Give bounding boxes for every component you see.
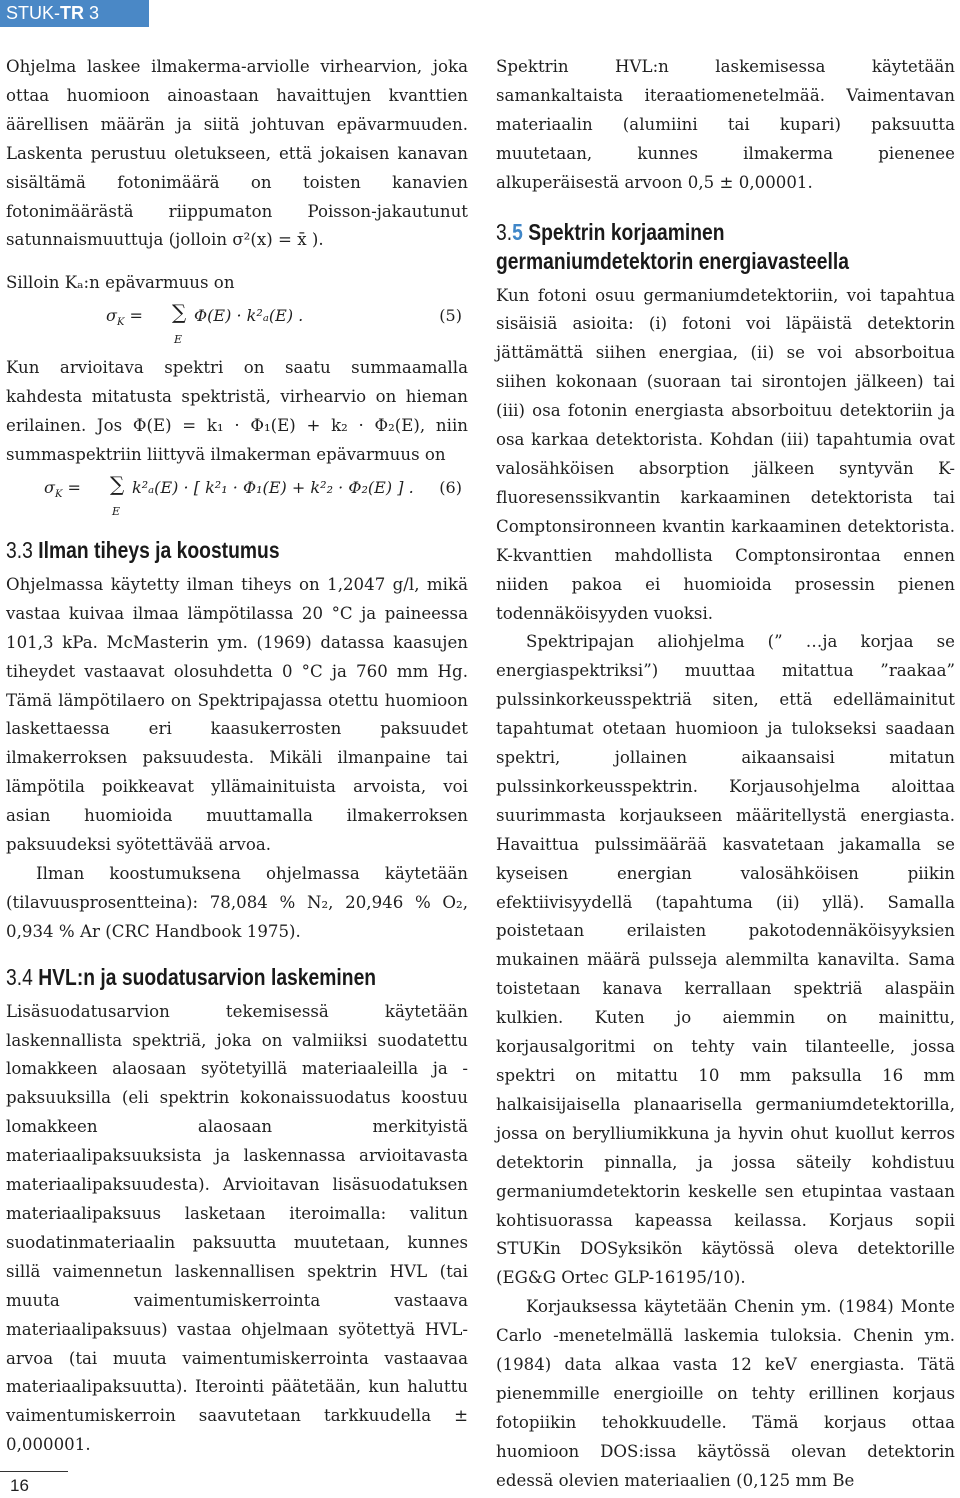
sum-symbol: ∑	[110, 471, 125, 496]
paragraph: Silloin Kₐ:n epävarmuus on	[6, 273, 235, 293]
paragraph: Korjauksessa käytetään Chenin ym. (1984) Monte Carlo -menetelmällä laskemia tuloksia. Chenin ym. (1984) data alkaa vasta 12 keV energiasta. Tätä pienemmille energioille on tehty erillinen korjaus fotopiikin tehokkuudelle. Tämä korjaus ottaa huomioon DOS:issa käytössä olevan detektorin edessä olevien materiaalien (0,125 mm Be	[496, 1297, 955, 1490]
eq-lhs: $\sigma_K$ =	[106, 306, 143, 329]
section-heading-cont: germaniumdetektorin energiavasteella	[496, 247, 849, 274]
paragraph: Kun arvioitava spektri on saatu summaamalla kahdesta mitatusta spektristä, virhearvio on hieman erilainen. Jos Φ(E) = k₁ · Φ₁(E) + k₂ · Φ₂(E), niin summaspektriin liittyvä ilmakerman epävarmuus on	[6, 358, 468, 464]
section-heading: 3.3 Ilman tiheys ja koostumus	[6, 536, 280, 563]
sum-index: E	[174, 333, 183, 347]
paragraph: Spektrin HVL:n laskemisessa käytetään samankaltaista iteraatiomenetelmää. Vaimentavan materiaalin (alumiini tai kupari) paksuutta muutetaan, kunnes ilmakerma pienenee alkuperäisestä arvoon 0,5 ± 0,00001.	[496, 57, 955, 192]
equation-6	[6, 470, 468, 526]
paragraph: Ilman koostumuksena ohjelmassa käytetään (tilavuusprosentteina): 78,084 % N₂, 20,946 % O₂, 0,934 % Ar (CRC Handbook 1975).	[6, 863, 468, 941]
page-number: 16	[10, 1476, 29, 1495]
paragraph: Kun fotoni osuu germaniumdetektoriin, voi tapahtua sisäisiä asioita: (i) fotoni voi läpäistä detektorin jättämättä siihen energiaa, (ii) se voi absorboitua siihen kokonaan (suoraan tai sirontojen jälkeen) tai (iii) osa fotonin energiasta absorboituu detektoriin ja osa karkaa detektorista. Kohdan (iii) tapahtumia ovat valosähköisen absorption jälkeen syntyvän K-fluoresenssikvantin karkaaminen detektorista tai Comptonsironneen kvantin karkaaminen detektorista. K-kvanttien mahdollista Comptonsirontaa ennen niiden pakoa ei huomioida prosessin pienen todennäköisyyden vuoksi.	[496, 285, 955, 623]
equation-number: (5)	[439, 306, 462, 326]
paragraph: Ohjelmassa käytetty ilman tiheys on 1,2047 g/l, mikä vastaa kuivaa ilmaa lämpötilassa 20 °C ja paineessa 101,3 kPa. McMasterin ym. (1969) datassa kaasujen tiheydet vastaavat olosuhdetta 0 °C ja 760 mm Hg. Tämä lämpötilaero on Spektripajassa otettu huomioon laskettaessa eri kaasukerrosten paksuudet ilmakerroksen paksuudesta. Mikäli ilmanpaine tai lämpötila poikkeavat yllämainituista arvoista, voi asian huomioida muuttamalla ilmakerroksen paksuudeksi syötettävää arvoa.	[6, 574, 468, 855]
sum-symbol: ∑	[172, 300, 187, 325]
paragraph: Ohjelma laskee ilmakerma-arviolle virhearvion, joka ottaa huomioon ainoastaan havaittujen kvanttien äärellisen määrän ja siitä johtuvan epävarmuuden. Laskenta perustuu oletukseen, että jokaisen kanavan sisältämä fotonimäärä on toisten kanavien fotonimäärästä riippumaton Poisson-jakautunut satunnaismuuttuja (jolloin σ²(x) = x̄ ).	[6, 57, 468, 250]
section-heading: 3.5 Spektrin korjaaminen	[496, 218, 725, 245]
eq-lhs: $\sigma_K$ =	[44, 477, 81, 501]
paragraph: Spektripajan aliohjelma (” …ja korjaa se energiaspektriksi”) muuttaa mitattua ”raakaa” pulssinkorkeusspektriä siten, että edellämainitut tapahtumat otetaan huomioon ja tulokseksi saadaan spektri, jollainen aikaansaisi mitatun pulssinkorkeusspektrin. Korjausohjelma aloittaa suurimmasta korjaukseen määritellystä energiasta. Havaittua pulssimäärää kasvatetaan jakamalla se kyseisen energian valosähköisen piikin efektiivisyydellä (tapahtuma (ii) yllä). Samalla poistetaan erilaisten pakotodennäköisyyksien mukainen määrä pulsseja alemmilta kanavilta. Sama toistetaan kanava kerrallaan spektriä alaspäin kulkien. Kuten jo aiemmin on mainittu, korjausalgoritmi on tehty vain tilanteelle, jossa spektri on mitattu 10 mm paksulla 16 mm halkaisijaisella planaarisella germaniumdetektorilla, jossa on berylliumikkuna ja hyvin ohut kuollut kerros detektorin pinnalla, ja jossa säteily kohdistuu germaniumdetektorin keskelle sen etupintaa vastaan kohtisuorassa kapeassa keilassa. Korjaus sopii STUKin DOSyksikön käytössä oleva detektorille (EG&G Ortec GLP-16195/10).	[496, 632, 955, 1288]
section-heading: 3.4 HVL:n ja suodatusarvion laskeminen	[6, 963, 377, 990]
left-column	[6, 53, 468, 1460]
eq-body: k²ₐ(E) · [ k²₁ · Φ₁(E) + k²₂ · Φ₂(E) ] .	[132, 477, 414, 497]
eq-body: Φ(E) · k²ₐ(E) .	[194, 306, 304, 326]
footer-divider	[0, 1471, 68, 1472]
right-column	[496, 53, 955, 1496]
equation-5	[6, 298, 468, 354]
paragraph: Lisäsuodatusarvion tekemisessä käytetään laskennallista spektriä, joka on valmiiksi suodatettu lomakkeen alaosaan syötetyillä materiaaleilla ja -paksuuksilla (eli spektrin kokonaissuodatus koostuu lomakkeen alaosaan merkityistä materiaalipaksuuksista ja laskennassa arvioitavasta materiaalipaksuudesta). Arvioitavan lisäsuodatuksen materiaalipaksuus lasketaan iteroimalla: valitun suodatinmateriaalin paksuutta muutetaan, kunnes sillä vaimennetun laskennallisen spektrin HVL (tai muuta vaimentumiskerrointa vastaava materiaalipaksuus) vastaa ohjelmaan syötettyä HVL-arvoa (tai muuta vaimentumiskerrointa vastaavaa materiaalipaksuutta). Iterointi päätetään, kun haluttu vaimentumiskerroin saavutetaan tarkkuudella ± 0,000001.	[6, 1001, 468, 1455]
equation-number: (6)	[439, 477, 462, 497]
series-header: STUK-TR 3	[0, 0, 149, 27]
sum-index: E	[112, 504, 121, 518]
